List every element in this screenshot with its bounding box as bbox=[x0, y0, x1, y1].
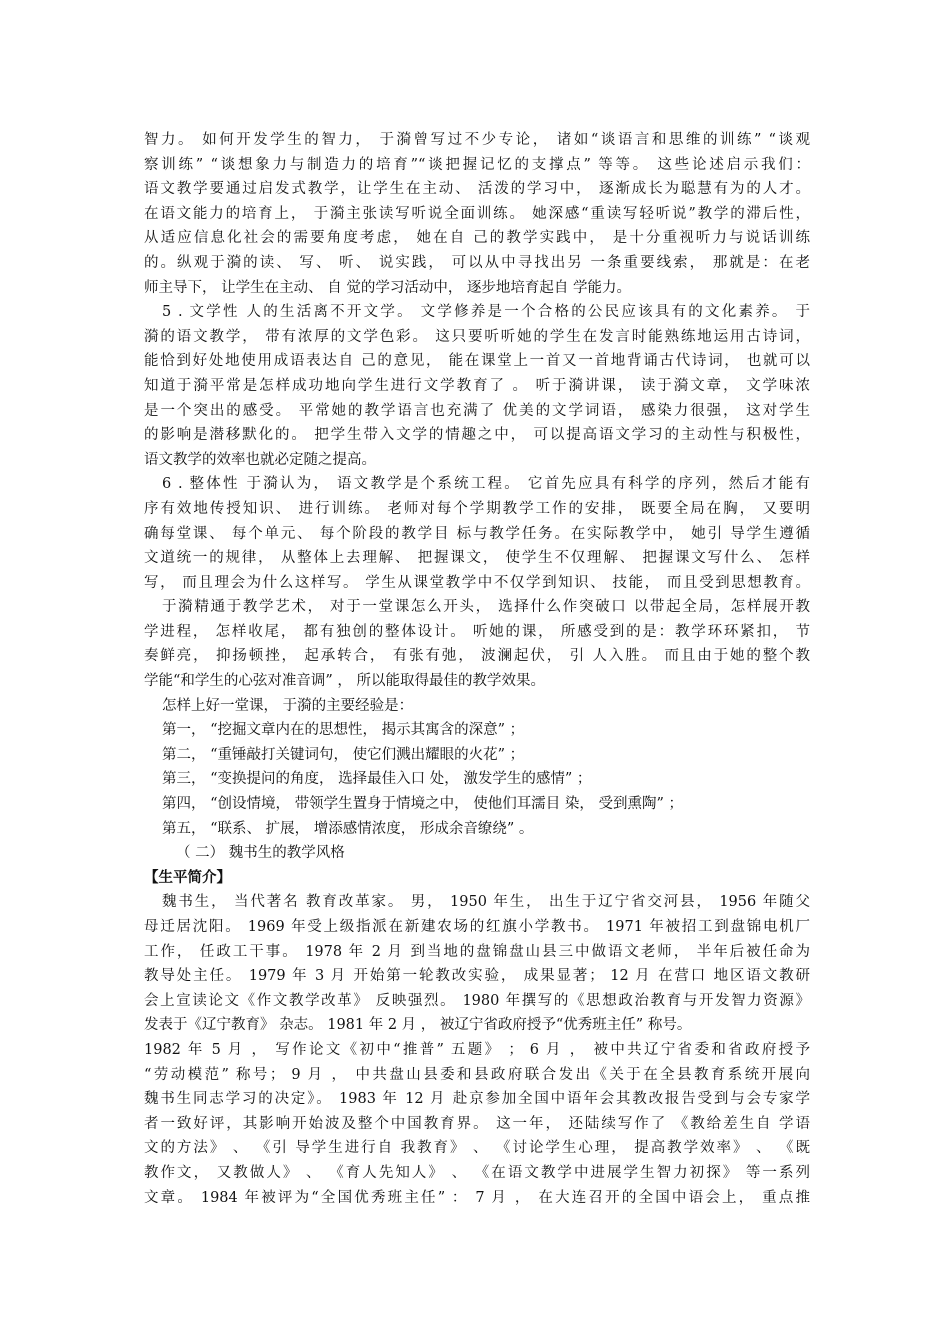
text-line: 第五， “联系、 扩展， 增添感情浓度， 形成余音缭绕” 。 bbox=[162, 820, 534, 837]
text-line: 5 . 文学性 人的生活离不开文学。 文学修养是一个合格的公民应该具有的文化素养。 于 bbox=[162, 304, 810, 321]
text-line: 师主导下， 让学生在主动、 自 觉的学习活动中， 逐步地培育起自 学能力。 bbox=[144, 279, 632, 296]
text-line: 的。纵观于漪的读、 写、 听、 说实践， 可以从中寻找出另 一条重要线索， 那就是：在老 bbox=[144, 254, 810, 271]
text-line: 母迁居沈阳。 1969 年受上级指派在新建农场的红旗小学教书。 1971 年被招工到盘锦电机厂 bbox=[144, 919, 810, 935]
text-line: 在语文能力的培育上， 于漪主张读写听说全面训练。 她深感“重读写轻听说”教学的滞后性， bbox=[144, 205, 810, 222]
text-line: 教作文， 又教做人》 、 《育人先知人》 、 《在语文教学中进展学生智力初探》 等一系列 bbox=[144, 1164, 810, 1181]
text-line: 智力。 如何开发学生的智力， 于漪曾写过不少专论， 诸如“谈语言和思维的训练” “谈观 bbox=[144, 132, 810, 148]
text-line: 会上宣读论文《作文教学改革》 反映强烈。 1980 年撰写的《思想政治教育与开发智力资源》 bbox=[144, 992, 810, 1009]
text-line: 察训练” “谈想象力与制造力的培育”“谈把握记忆的支撑点” 等等。 这些论述启示我们： bbox=[144, 156, 810, 173]
text-line: 教导处主任。 1979 年 3 月 开始第一轮教改实验， 成果显著； 12 月 在营口 地区语文教研 bbox=[144, 968, 810, 985]
text-line: 序有效地传授知识、 进行训练。 老师对每个学期教学工作的安排， 既要全局在胸， 又要明 bbox=[144, 500, 810, 517]
text-line: 第三， “变换提问的角度， 选择最佳入口 处， 激发学生的感情” ； bbox=[162, 771, 592, 788]
text-line: 1982 年 5 月 ， 写作论文《初中“推普” 五题》 ； 6 月 ， 被中共辽宁省委和省政府授予 bbox=[144, 1041, 810, 1058]
text-line: 文章。 1984 年被评为“全国优秀班主任” ： 7 月 ， 在大连召开的全国中语会上， 重点推 bbox=[144, 1189, 810, 1206]
text-line: 于漪精通于教学艺术， 对于一堂课怎么开头， 选择什么作突破口 以带起全局，怎样展开教 bbox=[162, 599, 810, 616]
text-line: 知道于漪平常是怎样成功地向学生进行文学教育了 。 听于漪讲课， 读于漪文章， 文学味浓 bbox=[144, 377, 810, 394]
text-line: 写， 而且理会为什么这样写。 学生从课堂教学中不仅学到知识、 技能， 而且受到思想教育。 bbox=[144, 574, 810, 591]
text-line: 是一个突出的感受。 平常她的教学语言也充满了 优美的文学词语， 感染力很强， 这对学生 bbox=[144, 402, 810, 419]
text-line: 魏书生， 当代著名 教育改革家。 男， 1950 年生， 出生于辽宁省交河县， 1956 年随父 bbox=[162, 894, 810, 911]
text-line: 工作， 任政工干事。 1978 年 2 月 到当地的盘锦盘山县三中做语文老师， 半年后被任命为 bbox=[144, 943, 810, 960]
text-line: 从适应信息化社会的需要角度考虑， 她在自 己的教学实践中， 是十分重视听力与说话训练 bbox=[144, 230, 810, 247]
text-line: 者一致好评，其影响开始波及整个中国教育界。 这一年， 还陆续写作了 《教给差生自 学语 bbox=[144, 1115, 810, 1132]
text-line: 学能“和学生的心弦对准音调” ， 所以能取得最佳的教学效果。 bbox=[144, 673, 546, 690]
text-line: 奏鲜亮， 抑扬顿挫， 起承转合， 有张有弛， 波澜起伏， 引 人入胜。 而且由于她的整个教 bbox=[144, 648, 810, 665]
text-line: 【生平简介】 bbox=[144, 868, 231, 886]
text-line: 确每堂课、 每个单元、 每个阶段的教学目 标与教学任务。在实际教学中， 她引 导学生遵循 bbox=[144, 525, 810, 542]
text-line: 漪的语文教学， 带有浓厚的文学色彩。 这只要听听她的学生在发言时能熟练地运用古诗词， bbox=[144, 328, 810, 345]
text-line: 能恰到好处地使用成语表达自 己的意见， 能在课堂上一首又一首地背诵古代诗词， 也就可以 bbox=[144, 353, 810, 370]
text-line: 语文教学要通过启发式教学，让学生在主动、 活泼的学习中， 逐渐成长为聪慧有为的人才。 bbox=[144, 181, 810, 198]
text-line: 第四， “创设情境， 带领学生置身于情境之中， 使他们耳濡目 染， 受到熏陶” ； bbox=[162, 796, 683, 813]
text-line: 6 . 整体性 于漪认为， 语文教学是个系统工程。 它首先应具有科学的序列，然后才能有 bbox=[162, 476, 810, 493]
text-line: 魏书生同志学习的决定》。 1983 年 12 月 赴京参加全国中语年会其教改报告受到与会专家学 bbox=[144, 1091, 810, 1108]
text-line: 第一， “挖掘文章内在的思想性， 揭示其寓含的深意” ； bbox=[162, 722, 525, 739]
text-line: 的影响是潜移默化的。 把学生带入文学的情趣之中， 可以提高语文学习的主动性与积极性， bbox=[144, 427, 810, 444]
text-line: 文的方法》 、 《引 导学生进行自 我教育》 、 《讨论学生心理， 提高教学效率》 、 《既 bbox=[144, 1140, 810, 1157]
text-line: 文道统一的规律， 从整体上去理解、 把握课文， 使学生不仅理解、 把握课文写什么、 怎样 bbox=[144, 550, 810, 567]
text-line: 发表于《辽宁教育》 杂志。 1981 年 2 月 ， 被辽宁省政府授予“优秀班主任” 称号。 bbox=[144, 1017, 692, 1034]
text-line: “劳动模范” 称号； 9 月 ， 中共盘山县委和县政府联合发出《关于在全县教育系统开展向 bbox=[144, 1066, 810, 1083]
text-line: （ 二） 魏书生的教学风格 bbox=[176, 845, 345, 862]
text-line: 第二， “重锤敲打关键词句， 使它们溅出耀眼的火花” ； bbox=[162, 746, 525, 763]
text-line: 语文教学的效率也就必定随之提高。 bbox=[144, 451, 376, 468]
text-line: 学进程， 怎样收尾， 都有独创的整体设计。 听她的课， 所感受到的是：教学环环紧扣， 节 bbox=[144, 623, 810, 640]
text-line: 怎样上好一堂课， 于漪的主要经验是： bbox=[162, 697, 414, 714]
